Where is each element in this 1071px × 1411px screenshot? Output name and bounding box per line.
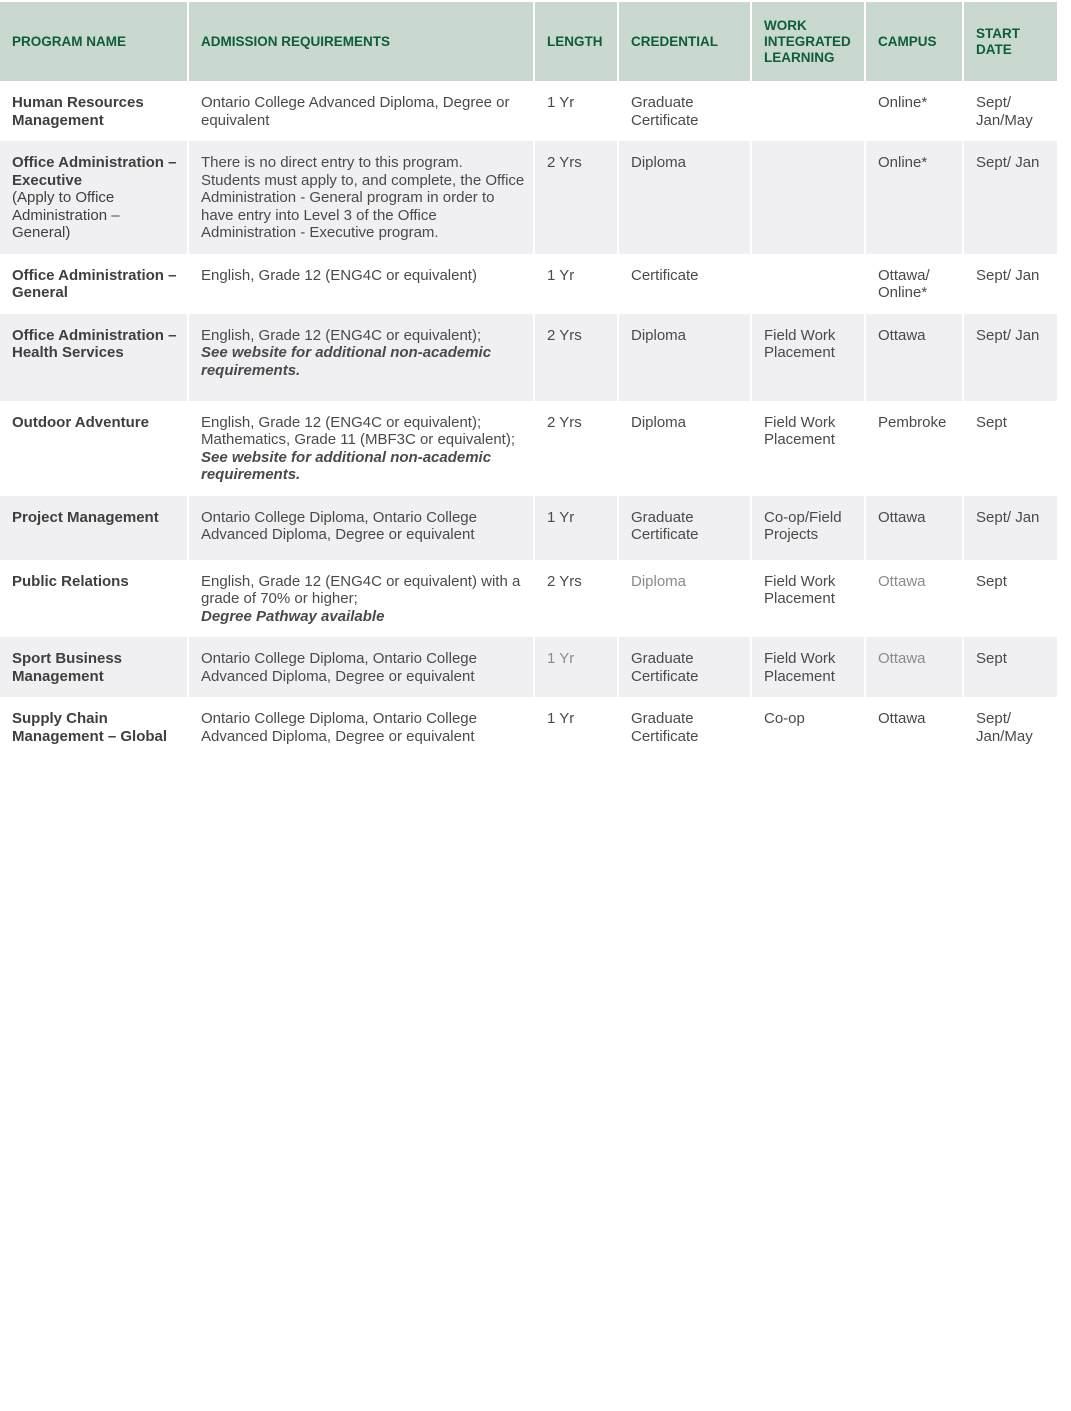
table-body (0, 81, 1057, 757)
credential: Diploma (619, 401, 752, 496)
credential: Graduate Certificate (619, 637, 752, 697)
program-name-title: Office Administration – Executive (12, 154, 177, 189)
header-admission-requirements: ADMISSION REQUIREMENTS (189, 2, 535, 81)
program-name: Public Relations (0, 560, 189, 638)
campus: Ottawa (866, 637, 964, 697)
work-integrated-learning: Co-op (752, 697, 866, 757)
header-start-date: START DATE (964, 2, 1057, 81)
work-integrated-learning: Field Work Placement (752, 401, 866, 496)
header-program-name: PROGRAM NAME (0, 2, 189, 81)
admission-requirements: English, Grade 12 (ENG4C or equivalent) (189, 254, 535, 314)
admission-requirements: Ontario College Advanced Diploma, Degree or equivalent (189, 81, 535, 141)
admission-text: English, Grade 12 (ENG4C or equivalent) with a grade of 70% or higher; (201, 572, 521, 607)
work-integrated-learning: Field Work Placement (752, 314, 866, 401)
table-header (0, 2, 1057, 81)
program-name-note: (Apply to Office Administration – General) (12, 189, 120, 241)
start-date: Sept/ Jan/May (976, 710, 1033, 745)
program-name: Office Administration – General (0, 254, 189, 314)
table-row (0, 697, 1057, 757)
work-integrated-learning (752, 81, 866, 141)
admission-requirements: There is no direct entry to this program. Students must apply to, and complete, the Office Administration - General program in order to have entry into Level 3 of the Office Administration - Executive program. (189, 141, 535, 254)
programs-table (0, 2, 1057, 757)
credential: Certificate (619, 254, 752, 314)
work-integrated-learning: Field Work Placement (752, 560, 866, 638)
header-row (0, 2, 1057, 81)
header-work-integrated-learning: WORK INTEGRATED LEARNING (752, 2, 866, 81)
length: 1 Yr (535, 697, 619, 757)
work-integrated-learning (752, 254, 866, 314)
admission-requirements (189, 314, 535, 401)
table-row (0, 496, 1057, 560)
length: 2 Yrs (535, 560, 619, 638)
credential: Diploma (619, 141, 752, 254)
header-credential: CREDENTIAL (619, 2, 752, 81)
admission-note: See website for additional non-academic requirements. (201, 344, 492, 379)
header-length: LENGTH (535, 2, 619, 81)
work-integrated-learning: Co-op/Field Projects (752, 496, 866, 560)
work-integrated-learning: Field Work Placement (752, 637, 866, 697)
start-date: Sept/ Jan (964, 496, 1057, 560)
start-date: Sept/ Jan (964, 314, 1057, 401)
credential: Graduate Certificate (619, 496, 752, 560)
program-name (0, 141, 189, 254)
admission-requirements (189, 401, 535, 496)
credential: Graduate Certificate (619, 81, 752, 141)
campus: Pembroke (866, 401, 964, 496)
campus: Ottawa (866, 697, 964, 757)
admission-requirements: Ontario College Diploma, Ontario College Advanced Diploma, Degree or equivalent (189, 697, 535, 757)
start-date: Sept/ Jan/May (976, 94, 1033, 129)
length: 2 Yrs (535, 141, 619, 254)
header-campus: CAMPUS (866, 2, 964, 81)
start-date: Sept/ Jan (964, 141, 1057, 254)
admission-text: English, Grade 12 (ENG4C or equivalent); (201, 326, 482, 344)
length: 1 Yr (535, 496, 619, 560)
table-row (0, 560, 1057, 638)
credential: Diploma (619, 560, 752, 638)
admission-requirements (189, 560, 535, 638)
table-row (0, 141, 1057, 254)
table-row (0, 314, 1057, 401)
admission-requirements: Ontario College Diploma, Ontario College Advanced Diploma, Degree or equivalent (189, 637, 535, 697)
length: 1 Yr (535, 637, 619, 697)
credential: Graduate Certificate (619, 697, 752, 757)
table-row (0, 637, 1057, 697)
program-name: Supply Chain Management – Global (0, 697, 189, 757)
admission-note: See website for additional non-academic requirements. (201, 448, 492, 483)
admission-text: English, Grade 12 (ENG4C or equivalent); Mathematics, Grade 11 (MBF3C or equivalent); (201, 413, 516, 448)
start-date: Sept/ Jan (976, 266, 1040, 284)
length: 2 Yrs (535, 401, 619, 496)
campus: Ottawa (866, 496, 964, 560)
campus: Online* (866, 141, 964, 254)
table-row (0, 254, 1057, 314)
start-date: Sept (976, 413, 1007, 431)
credential: Diploma (619, 314, 752, 401)
work-integrated-learning (752, 141, 866, 254)
campus: Ottawa/ Online* (866, 254, 964, 314)
admission-requirements: Ontario College Diploma, Ontario College Advanced Diploma, Degree or equivalent (189, 496, 535, 560)
length: 1 Yr (535, 254, 619, 314)
length: 2 Yrs (535, 314, 619, 401)
table-row (0, 401, 1057, 496)
campus: Ottawa (866, 314, 964, 401)
program-name: Outdoor Adventure (0, 401, 189, 496)
program-name: Sport Business Management (0, 637, 189, 697)
start-date: Sept (964, 637, 1057, 697)
start-date: Sept (976, 572, 1007, 590)
program-name: Human Resources Management (0, 81, 189, 141)
program-name: Project Management (0, 496, 189, 560)
length: 1 Yr (535, 81, 619, 141)
program-name: Office Administration – Health Services (0, 314, 189, 401)
campus: Online* (866, 81, 964, 141)
campus: Ottawa (866, 560, 964, 638)
table-row (0, 81, 1057, 141)
admission-note: Degree Pathway available (201, 607, 385, 625)
